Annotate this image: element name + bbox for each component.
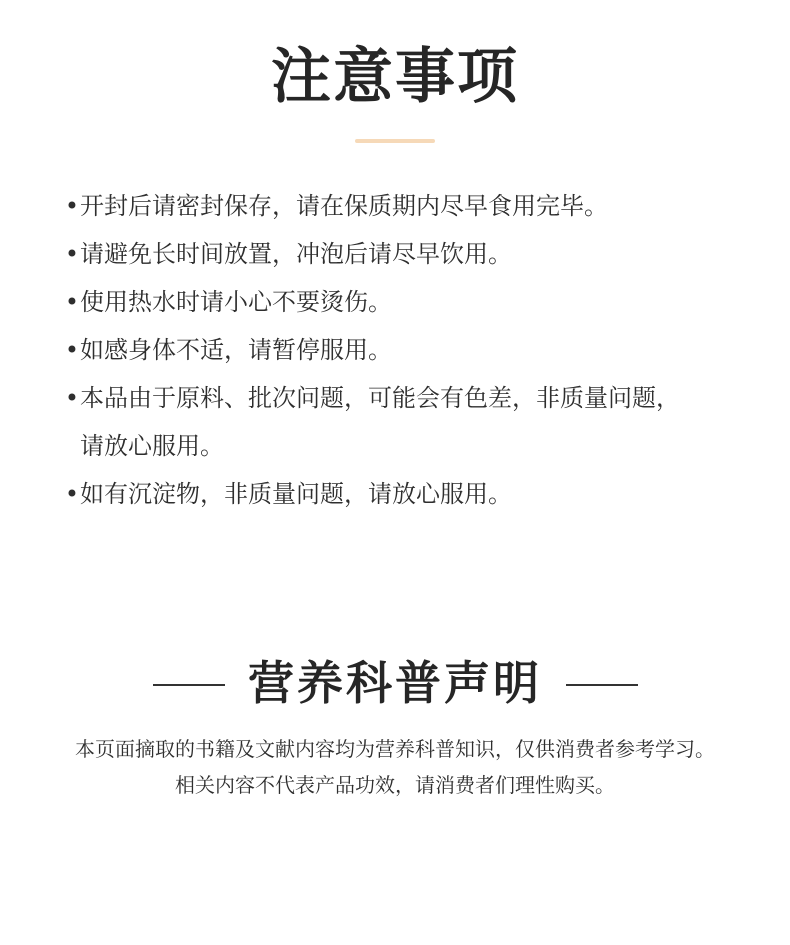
notice-item-text: 如感身体不适，请暂停服用。 [80,336,392,364]
notice-item-5 [64,374,744,470]
notice-item-1 [64,182,744,230]
notice-item-text: 如有沉淀物，非质量问题，请放心服用。 [80,480,512,508]
notice-item-text: 请避免长时间放置，冲泡后请尽早饮用。 [80,240,512,268]
bullet-icon: • [64,384,80,412]
statement-title: 营养科普声明 [248,656,542,710]
statement-line-1: 本页面摘取的书籍及文献内容均为营养科普知识，仅供消费者参考学习。 [75,737,715,761]
statement-line-2: 相关内容不代表产品功效，请消费者们理性购买。 [175,773,615,797]
statement-header [0,648,790,718]
bullet-icon: • [64,288,80,316]
notice-list [64,182,744,518]
notice-item-4 [64,326,744,374]
notice-item-text: 开封后请密封保存，请在保质期内尽早食用完毕。 [80,192,608,220]
bullet-icon: • [64,336,80,364]
notice-item-6 [64,470,744,518]
bullet-icon: • [64,192,80,220]
notice-title: 注意事项 [271,42,519,112]
bullet-icon: • [64,480,80,508]
notice-item-3 [64,278,744,326]
statement-body [20,731,770,803]
notice-item-text: 使用热水时请小心不要烫伤。 [80,288,392,316]
notice-item-2 [64,230,744,278]
notice-item-text: 本品由于原料、批次问题，可能会有色差，非质量问题， 请放心服用。 [80,384,680,460]
divider-right [566,684,638,686]
title-underline [355,139,435,143]
bullet-icon: • [64,240,80,268]
